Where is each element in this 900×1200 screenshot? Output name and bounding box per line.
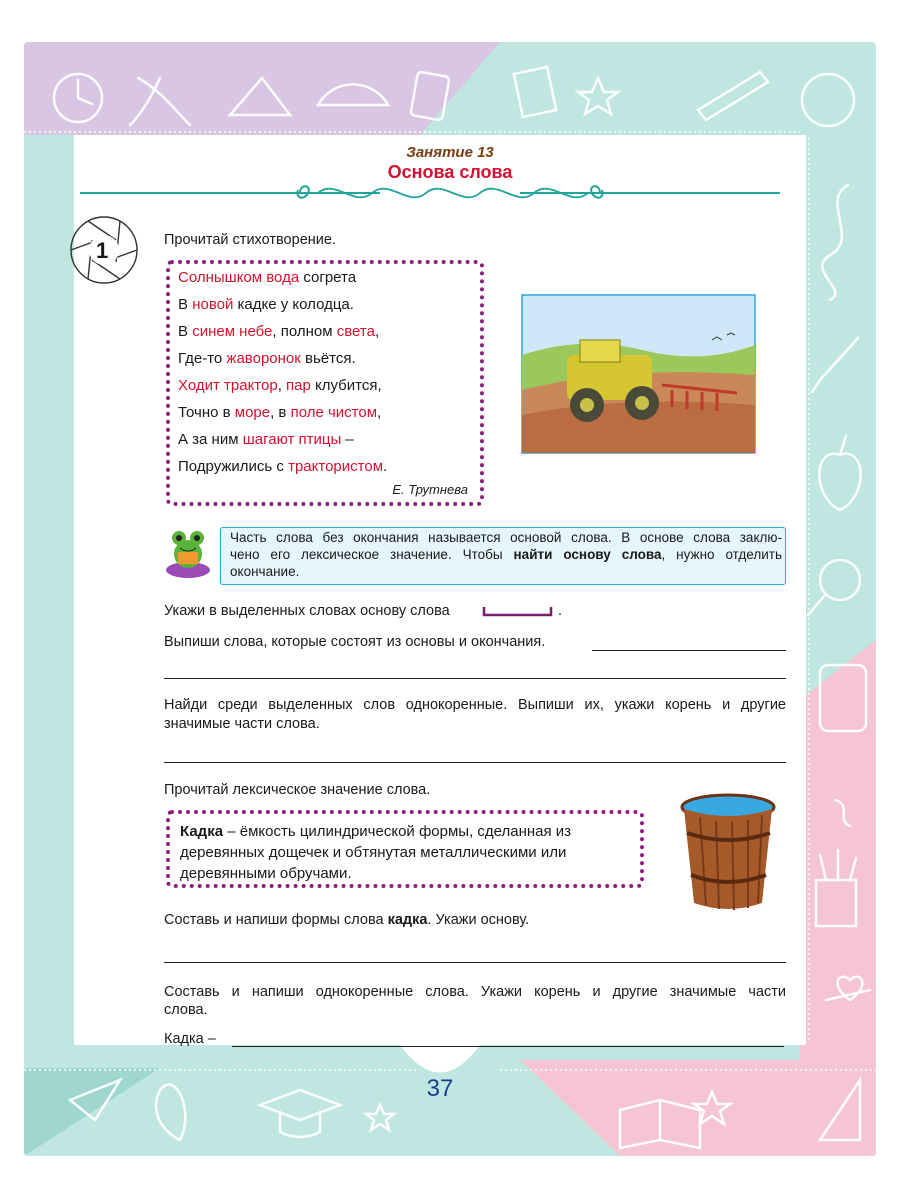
poem-line [178,457,387,477]
poem-text: , [374,323,380,340]
highlighted-word: синем небе [192,323,273,340]
instruction-read-meaning: Прочитай лексическое значение слова. [164,782,431,798]
poem-line [178,430,354,450]
instruction-find-related-1: Найди среди выделенных слов однокоренные. Выпиши их, укажи корень и другие [164,697,786,713]
poem-text: , [377,404,382,421]
rule-emphasis: найти основу слова [513,547,662,562]
poem-text: В [178,296,193,313]
instruction-read-poem: Прочитай стихотворение. [164,232,336,248]
instruction-related-2: слова. [164,1002,208,1018]
highlighted-word: шагают птицы [242,431,342,448]
poem-text: А за ним [178,431,243,448]
instruction-write-words: Выпиши слова, которые состоят из основы и окончания. [164,634,546,650]
answer-line-5[interactable] [232,1046,784,1047]
page-number: 37 [426,1075,454,1102]
instruction-mark-base [164,601,450,621]
definition-line-1-rest: – ёмкость цилиндрической формы, сделанная из [223,823,572,840]
poem-text: В [178,323,193,340]
highlighted-word: света [336,323,375,340]
poem-text: вьётся. [300,350,356,367]
highlighted-word: Солнышком вода [178,269,300,286]
lesson-title: Основа слова [387,162,513,182]
definition-line-1 [180,821,571,842]
answer-line-4[interactable] [164,962,786,963]
poem-text: клубится, [310,377,382,394]
poem-line [178,349,356,369]
poem-line [178,376,382,396]
kadka-prefix: Кадка – [164,1031,216,1047]
poem-text: Где-то [178,350,227,367]
rule-line-2-b: , нужно отделить [661,547,782,562]
poem-text: . [383,458,388,475]
definition-line-3: деревянными обручами. [180,865,352,882]
instruction-forms [164,910,529,930]
task-number: 1 [96,238,109,263]
poem-text: , [277,377,287,394]
mark-base-text: Укажи в выделенных словах основу слова [164,603,450,619]
rule-line-2 [230,546,782,563]
answer-line-2[interactable] [164,678,786,679]
bucket-picture [682,795,774,910]
poem-line [178,403,381,423]
poem-author: Е. Трутнева [392,482,468,497]
highlighted-word: жаворонок [226,350,301,367]
poem-line [178,322,379,342]
poem-text: Точно в [178,404,235,421]
poem-line [178,268,356,288]
lesson-number: Занятие 13 [406,144,494,161]
forms-word: кадка [387,912,428,928]
poem-text: , полном [272,323,337,340]
highlighted-word: трактористом [288,458,384,475]
instruction-related-1: Составь и напиши однокоренные слова. Укажи корень и другие значимые части [164,984,786,1000]
highlighted-word: пар [286,377,311,394]
answer-line-1[interactable] [592,650,786,651]
poem-text: кадке у колодца. [233,296,354,313]
mark-base-end: . [558,603,563,619]
rule-line-1: Часть слова без окончания называется основой слова. В основе слова заклю- [230,530,782,545]
highlighted-word: новой [192,296,234,313]
definition-line-2: деревянных дощечек и обтянутая металлическими или [180,844,567,861]
forms-text-b: . Укажи основу. [427,912,530,928]
definition-term: Кадка [180,823,224,840]
instruction-find-related-2: значимые части слова. [164,716,320,732]
poem-text: , в [270,404,291,421]
poem-text: согрета [299,269,357,286]
highlighted-word: море [234,404,271,421]
poem-text: Подружились с [178,458,289,475]
poem-line [178,295,354,315]
poem-text: – [341,431,354,448]
rule-line-2-a: чено его лексическое значение. Чтобы [230,547,514,562]
answer-line-3[interactable] [164,762,786,763]
forms-text-a: Составь и напиши формы слова [164,912,388,928]
tractor-picture [522,295,755,453]
highlighted-word: Ходит трактор [178,377,278,394]
highlighted-word: поле чистом [290,404,378,421]
rule-line-3: окончание. [230,564,300,579]
